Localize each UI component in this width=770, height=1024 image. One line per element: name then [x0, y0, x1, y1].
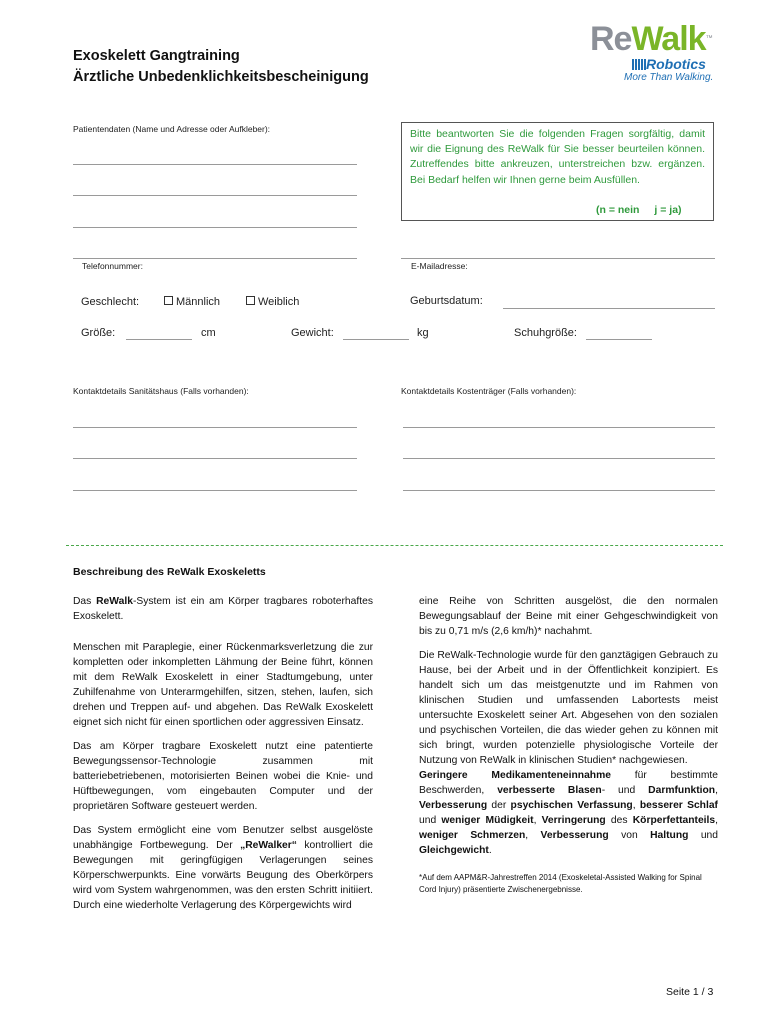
gender-label: Geschlecht: [81, 296, 140, 308]
logo-re: Re [590, 20, 632, 58]
store-line-1[interactable] [73, 427, 357, 428]
title-line-2: Ärztliche Unbedenklichkeitsbescheinigung [73, 69, 369, 85]
female-label: Weiblich [258, 296, 300, 308]
benefit-sep-3: , [715, 785, 718, 796]
benefits-paragraph [419, 768, 718, 858]
birthdate-line[interactable] [503, 308, 715, 309]
benefit-sep-2: - und [601, 785, 649, 796]
benefit-sep-4: der [487, 800, 511, 811]
p4-pre: Das System ermöglicht eine vom Benutzer selbst ausgelöste unabhängige Fortbewegung. Der [73, 825, 373, 851]
benefit-4: Verbesserung [419, 800, 488, 811]
weight-line[interactable] [343, 339, 409, 340]
p4-post: kontrolliert die Bewegungen mit geringfügigen Verlagerungen seines Körperschwerpunkts. Eine vorwärts Beugung des Oberkörpers wird vom System wahrgenommen, was den ersten Schritt initiiert. Durch eine wiederholte Verlagerung des Körpergewichts wird [73, 840, 373, 911]
logo-walk: Walk [631, 20, 706, 58]
document-title [73, 46, 369, 88]
female-checkbox[interactable] [246, 296, 255, 305]
paragraph-2: Menschen mit Paraplegie, einer Rückenmarksverletzung die zur kompletten oder inkompletten Lähmung der Beine führt, können mit dem ReWalk Exoskelett in einer Stadtumgebung, unter Zuhilfenahme von Unterarmgehilfen, sitzen, stehen, laufen, sich drehen und Treppen auf- und abgehen. Das ReWalk Exoskelett eignet sich nicht für einen sportlichen oder aggressiven Einsatz. [73, 642, 373, 728]
legend-nein: (n = nein [596, 204, 640, 216]
title-line-1: Exoskelett Gangtraining [73, 48, 240, 64]
p4-bold: „ReWalker“ [240, 840, 297, 851]
benefit-sep-6: und [419, 815, 442, 826]
instruction-box [401, 122, 714, 221]
logo-tagline: More Than Walking. [624, 72, 714, 83]
right-paragraph-1: eine Reihe von Schritten ausgelöst, die den normalen Bewegungsablauf der Beine mit einer Gehgeschwindigkeit von bis zu 0,71 m/s (2,6 km/h)* nachahmt. [419, 596, 718, 637]
medical-store-label: Kontaktdetails Sanitätshaus (Falls vorhanden): [73, 386, 249, 396]
patient-data-label: Patientendaten (Name und Adresse oder Aufkleber): [73, 124, 271, 134]
paragraph-4 [73, 823, 373, 913]
p1-bold: ReWalk [96, 596, 133, 607]
benefit-6: besserer Schlaf [639, 800, 718, 811]
gender-male-option[interactable] [164, 296, 220, 308]
benefit-sep-5: , [632, 800, 640, 811]
benefit-sep-11: von [608, 830, 651, 841]
paragraph-1 [73, 594, 373, 624]
height-unit: cm [201, 327, 216, 339]
p1-pre: Das [73, 596, 97, 607]
email-line[interactable] [401, 258, 715, 259]
gender-female-option[interactable] [246, 296, 299, 308]
benefit-5: psychischen Verfassung [510, 800, 633, 811]
benefit-7: weniger Müdigkeit [441, 815, 534, 826]
male-checkbox[interactable] [164, 296, 173, 305]
insurer-line-3[interactable] [403, 490, 715, 491]
benefit-11: Verbesserung [540, 830, 609, 841]
benefit-sep-7: , [533, 815, 542, 826]
benefit-10: weniger Schmerzen [419, 830, 526, 841]
insurer-label: Kontaktdetails Kostenträger (Falls vorhanden): [401, 386, 577, 396]
benefit-8: Verringerung [541, 815, 606, 826]
patient-line-1[interactable] [73, 164, 357, 165]
weight-label: Gewicht: [291, 327, 334, 339]
weight-unit: kg [417, 327, 429, 339]
shoe-size-label: Schuhgröße: [514, 327, 577, 339]
benefit-sep-8: des [605, 815, 633, 826]
page-number: Seite 1 / 3 [666, 986, 714, 998]
shoe-size-line[interactable] [586, 339, 652, 340]
logo-stripes-icon [632, 59, 646, 70]
logo-robotics: Robotics [646, 56, 706, 72]
height-line[interactable] [126, 339, 192, 340]
height-label: Größe: [81, 327, 116, 339]
right-paragraph-2: Die ReWalk-Technologie wurde für den ganztägigen Gebrauch zu Hause, bei der Arbeit und in der Öffentlichkeit konzipiert. Es handelt sich um das meistgenutzte und im Rahmen von klinischen Studien und umfassenden Labortests meist untersuchte Exoskelett seiner Art. Abgesehen von den sozialen und psychischen Vorteilen, die das wieder gehen zu können mit sich bringt, wurden potenzielle physiologische Vorteile der Nutzung von ReWalk in klinischen Studien* nachgewiesen. [419, 650, 718, 766]
benefit-13: Gleichgewicht [419, 845, 489, 856]
insurer-line-2[interactable] [403, 458, 715, 459]
benefit-sep-10: , [525, 830, 541, 841]
description-heading: Beschreibung des ReWalk Exoskeletts [73, 566, 266, 578]
benefit-sep-13: . [488, 845, 492, 856]
store-line-3[interactable] [73, 490, 357, 491]
insurer-line-1[interactable] [403, 427, 715, 428]
phone-label: Telefonnummer: [82, 261, 143, 271]
benefit-9: Körperfettanteils [632, 815, 716, 826]
benefit-sep-9: , [715, 815, 718, 826]
footnote: *Auf dem AAPM&R-Jahrestreffen 2014 (Exoskeletal-Assisted Walking for Spinal Cord Injury) präsentierte Zwischenergebnisse. [419, 873, 702, 894]
p1-post: -System ist ein am Körper tragbares roboterhaftes Exoskelett. [73, 596, 373, 622]
patient-line-4[interactable] [73, 258, 357, 259]
logo-tm: ™ [705, 35, 713, 42]
benefit-sep-12: und [688, 830, 718, 841]
paragraph-3: Das am Körper tragbare Exoskelett nutzt eine patentierte Bewegungssensor-Technologie zusammen mit batteriebetriebenen, motorisierten Beinen wobei die Knie- und Hüftbewegungen, vom eingebauten Computer und der proprietären Software gesteuert werden. [73, 741, 373, 812]
male-label: Männlich [176, 296, 221, 308]
instruction-text: Bitte beantworten Sie die folgenden Fragen sorgfältig, damit wir die Eignung des ReWalk für Sie besser beurteilen können. Zutreffendes bitte ankreuzen, unterstreichen bzw. ergänzen. Bei Bedarf helfen wir Ihnen gerne beim Ausfüllen. [410, 128, 705, 186]
benefit-12: Haltung [650, 830, 689, 841]
store-line-2[interactable] [73, 458, 357, 459]
birthdate-label: Geburtsdatum: [410, 295, 483, 307]
description-left-column [73, 594, 373, 922]
description-right-column [419, 594, 718, 896]
benefit-1: Geringere Medikamenteneinnahme [419, 770, 611, 781]
section-divider [66, 545, 723, 546]
benefit-2: verbesserte Blasen [497, 785, 602, 796]
patient-line-2[interactable] [73, 195, 357, 196]
benefit-3: Darmfunktion [648, 785, 716, 796]
email-label: E-Mailadresse: [411, 261, 468, 271]
rewalk-logo [590, 20, 730, 86]
legend-ja: j = ja) [654, 204, 682, 216]
benefit-sep-1: für bestimmte Beschwerden, [419, 770, 718, 796]
patient-line-3[interactable] [73, 227, 357, 228]
